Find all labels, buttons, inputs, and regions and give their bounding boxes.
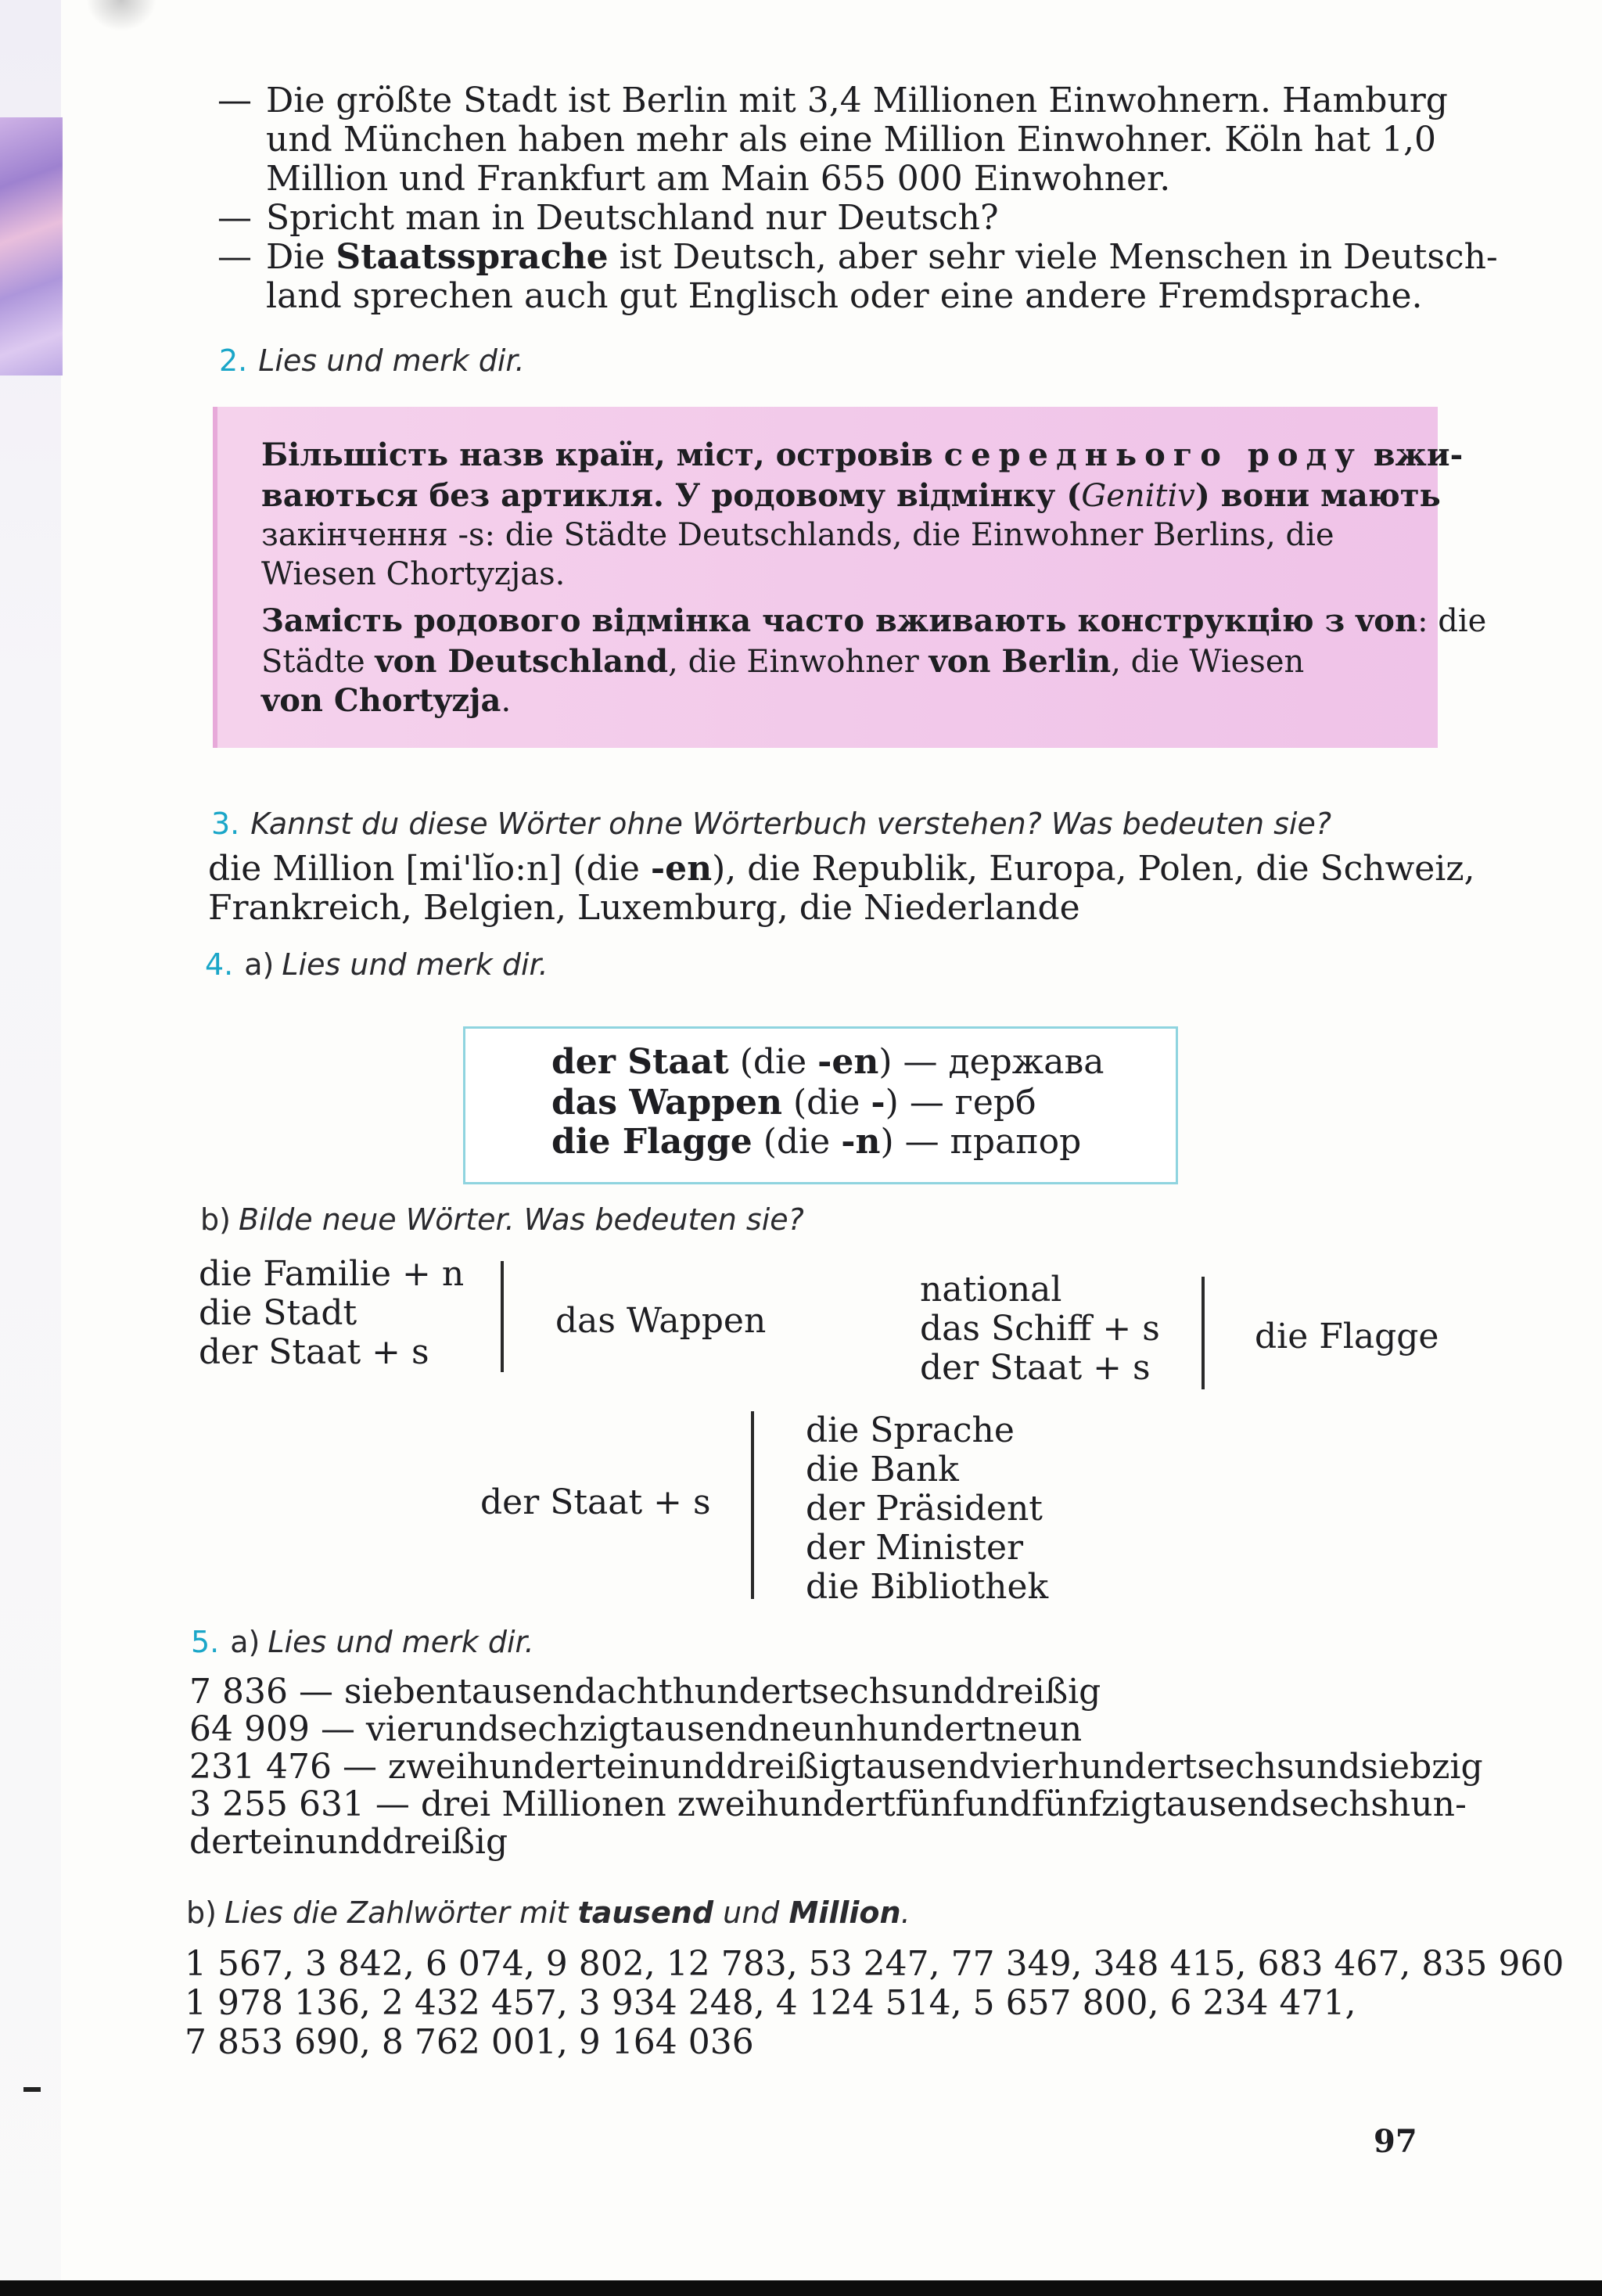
rule-text: вжи- [1362, 437, 1464, 473]
word-ending: -en [650, 849, 713, 889]
compose-left-item: die Familie + n [199, 1254, 465, 1294]
vocab-ending: -en [817, 1042, 879, 1082]
rule-bold-term: von Deutschland [375, 643, 669, 680]
rule-text: , die Wiesen [1111, 644, 1305, 680]
task-number: 5. [191, 1625, 220, 1659]
rule-line [261, 477, 1441, 515]
compose-right-item: der Minister [806, 1528, 1024, 1568]
rule-text: : die [1417, 603, 1487, 639]
number-word-line: 231 476 — zweihunderteinunddreißigtausendvierhundertsechsundsiebzig [189, 1747, 1483, 1787]
task-3-words [208, 850, 1475, 889]
rule-line: Wiesen Chortyzjas. [261, 556, 566, 592]
dialog-dash: — [217, 81, 252, 120]
dialog-line [217, 198, 1498, 238]
task-sub-letter: a) [230, 1625, 260, 1659]
number-list-line: 7 853 690, 8 762 001, 9 164 036 [185, 2022, 754, 2062]
vocab-entry [551, 1123, 1081, 1162]
number-word-line: 64 909 — vierundsechzigtausendneunhundertneun [189, 1709, 1083, 1749]
rule-bold-term: von Berlin [929, 643, 1112, 680]
task-sub-letter: b) [200, 1202, 231, 1237]
compose-divider [501, 1261, 504, 1372]
vocab-translation: ) — держава [878, 1042, 1105, 1082]
bold-term: Staatssprache [336, 237, 609, 277]
number-word-line: 7 836 — siebentausendachthundertsechsunddreißig [189, 1672, 1101, 1712]
task-emphasis: Million [788, 1895, 901, 1930]
task-instruction: Bilde neue Wörter. Was bedeuten sie? [238, 1202, 804, 1237]
compose-left-item: das Schiff + s [920, 1309, 1160, 1349]
vocab-word: das Wappen [551, 1083, 782, 1123]
rule-line: закінчення -s: die Städte Deutschlands, die Einwohner Berlins, die [261, 517, 1334, 553]
task-emphasis: tausend [577, 1895, 714, 1930]
compose-left-item: die Stadt [199, 1293, 357, 1333]
vocabulary-box [463, 1026, 1178, 1184]
word-list-text: die Million [mi'lĭo:n] (die [208, 849, 651, 889]
rule-text: ваються без артикля. У родовому відмінку ( [261, 477, 1082, 514]
dialog-dash: — [217, 237, 252, 277]
task-instruction: . [900, 1895, 911, 1930]
rule-line [261, 643, 1304, 681]
rule-bold-term: von Chortyzja [261, 682, 501, 719]
task-5a-heading [191, 1624, 534, 1660]
rule-line [261, 682, 511, 720]
task-sub-letter: b) [186, 1895, 217, 1930]
task-instruction: Kannst du diese Wörter ohne Wörterbuch verstehen? Was bedeuten sie? [250, 807, 1332, 841]
number-list-line: 1 978 136, 2 432 457, 3 934 248, 4 124 514, 5 657 800, 6 234 471, [185, 1983, 1356, 2023]
page-number: 97 [1374, 2123, 1417, 2160]
rule-text: Більшість назв країн, міст, островів [261, 437, 944, 473]
task-3-heading [211, 806, 1331, 842]
compose-divider [1202, 1277, 1205, 1389]
number-word-line: derteinunddreißig [189, 1822, 508, 1862]
number-list-line: 1 567, 3 842, 6 074, 9 802, 12 783, 53 247, 77 349, 348 415, 683 467, 835 960 [185, 1944, 1564, 1984]
compose-right-item: der Präsident [806, 1489, 1043, 1529]
task-4b-heading [200, 1202, 804, 1238]
vocab-word: die Flagge [551, 1122, 753, 1162]
dialog-line [217, 81, 1498, 120]
task-number: 3. [211, 807, 240, 841]
rule-text: Замість родового відмінка часто вживають конструкцію з [261, 602, 1356, 639]
rule-line [261, 437, 1463, 474]
rule-text: . [501, 683, 512, 719]
corner-shadow [86, 0, 156, 31]
compose-left-item: der Staat + s [199, 1332, 429, 1372]
dialog-line: und München haben mehr als eine Million Einwohner. Köln hat 1,0 [266, 120, 1436, 160]
dialog-line: Million und Frankfurt am Main 655 000 Einwohner. [266, 159, 1171, 199]
dialog-block [217, 81, 1498, 316]
vocab-ending: -n [841, 1122, 881, 1162]
vocab-translation: ) — прапор [880, 1122, 1082, 1162]
cover-image-fragment [0, 117, 63, 375]
compose-left-item: der Staat + s [920, 1348, 1151, 1388]
vocab-entry [551, 1043, 1105, 1082]
vocab-word: der Staat [551, 1042, 729, 1082]
vocab-text: (die [752, 1122, 842, 1162]
dialog-text: Die größte Stadt ist Berlin mit 3,4 Millionen Einwohnern. Hamburg [266, 81, 1448, 120]
dialog-line [217, 237, 1498, 277]
task-sub-letter: a) [244, 947, 275, 982]
vocab-text: (die [728, 1042, 818, 1082]
task-instruction: Lies und merk dir. [258, 343, 525, 378]
task-2-heading [219, 343, 525, 379]
compose-divider [751, 1411, 754, 1599]
task-number: 4. [205, 947, 234, 982]
task-3-words: Frankreich, Belgien, Luxemburg, die Niederlande [208, 888, 1080, 928]
compose-right-item: die Sprache [806, 1410, 1015, 1450]
compose-left-item: national [920, 1270, 1062, 1310]
task-instruction: und [713, 1895, 789, 1930]
task-instruction: Lies die Zahlwörter mit [224, 1895, 578, 1930]
vocab-ending: - [871, 1083, 885, 1123]
dialog-dash: — [217, 198, 252, 238]
rule-text: Städte [261, 644, 375, 680]
scan-bottom-edge [0, 2280, 1602, 2296]
compose-left-item: der Staat + s [480, 1482, 711, 1522]
rule-text: ) вони мають [1194, 477, 1441, 514]
vocab-translation: ) — герб [885, 1083, 1036, 1123]
number-word-line: 3 255 631 — drei Millionen zweihundertfünfundfünfzigtausendsechshun- [189, 1784, 1467, 1824]
compose-right-item: die Flagge [1255, 1317, 1439, 1356]
compose-right-item: das Wappen [555, 1301, 767, 1341]
dialog-text: Spricht man in Deutschland nur Deutsch? [266, 198, 999, 238]
rule-line [261, 602, 1486, 640]
grammar-rule-box [213, 407, 1487, 748]
vocab-entry [551, 1083, 1036, 1123]
rule-text: , die Einwohner [668, 644, 929, 680]
vocab-text: (die [781, 1083, 871, 1123]
rule-italic-term: Genitiv [1081, 478, 1195, 514]
dialog-text: ist Deutsch, aber sehr viele Menschen in Deutsch- [608, 237, 1498, 277]
task-4a-heading [205, 947, 548, 983]
margin-mark [23, 2087, 41, 2092]
task-5b-heading [186, 1895, 911, 1931]
task-instruction: Lies und merk dir. [268, 1625, 534, 1659]
rule-emphasis: середнього роду [943, 437, 1363, 473]
compose-right-item: die Bibliothek [806, 1567, 1049, 1607]
task-number: 2. [219, 343, 248, 378]
dialog-text: Die [266, 237, 336, 277]
compose-right-item: die Bank [806, 1450, 959, 1489]
task-instruction: Lies und merk dir. [282, 947, 548, 982]
dialog-line: land sprechen auch gut Englisch oder eine andere Fremdsprache. [266, 276, 1423, 316]
rule-bold-term: von [1356, 602, 1418, 639]
word-list-text: ), die Republik, Europa, Polen, die Schweiz, [712, 849, 1475, 889]
